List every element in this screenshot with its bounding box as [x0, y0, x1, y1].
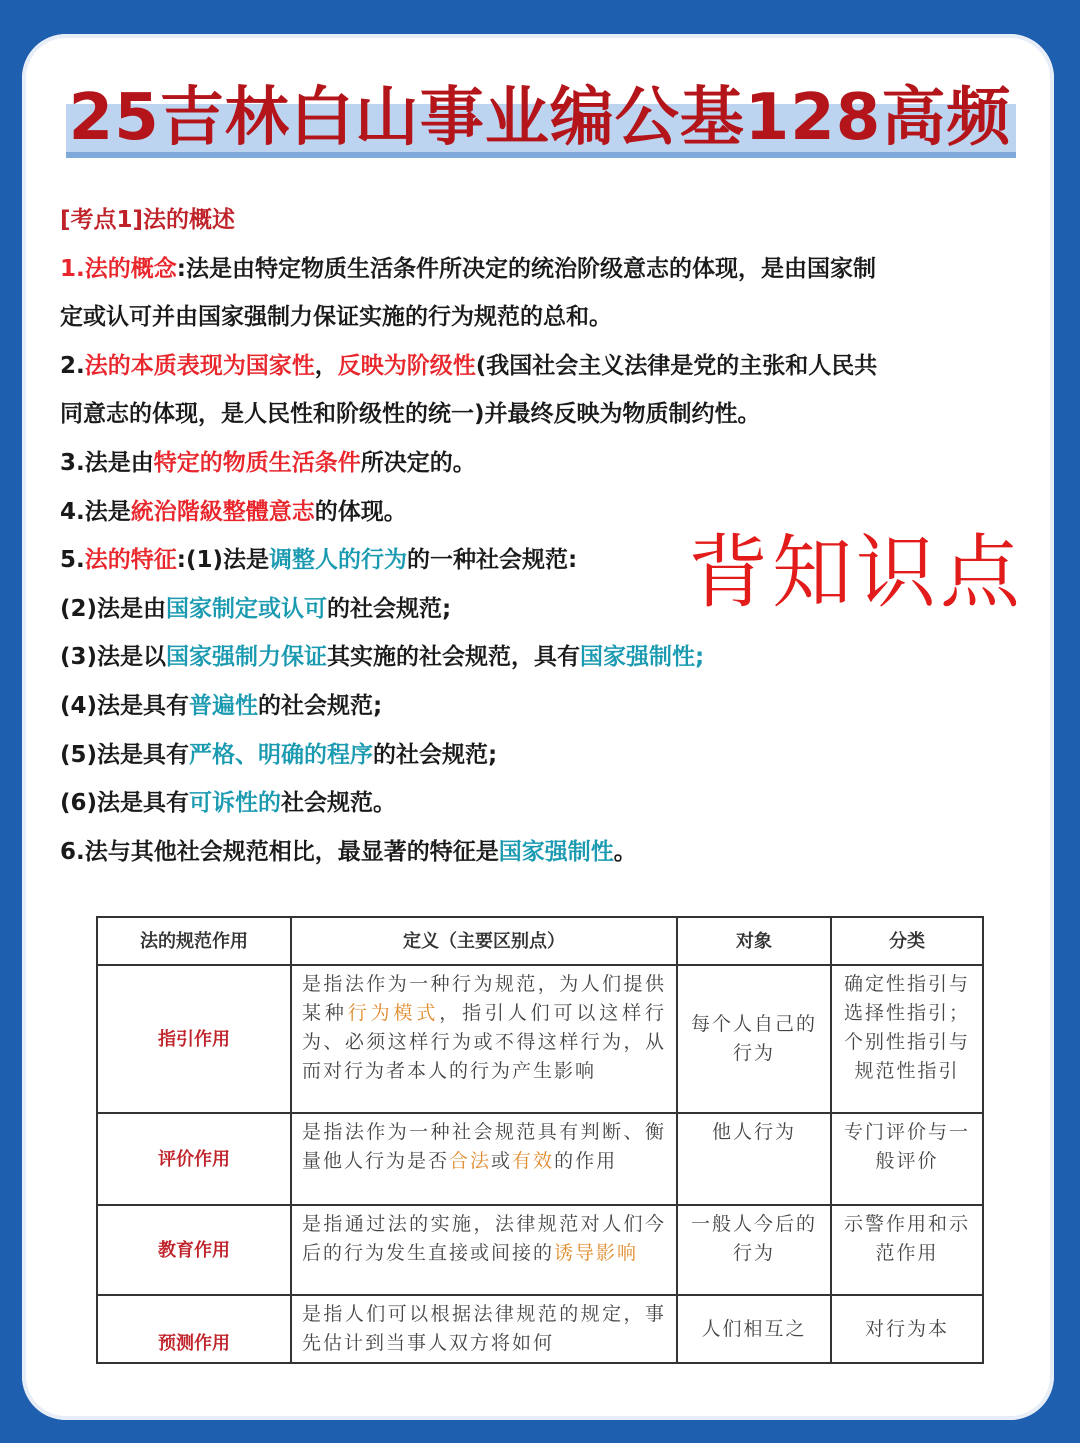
feature-4-text-b: 的社会规范; [258, 692, 383, 719]
header-definition: 定义（主要区别点） [291, 917, 677, 965]
row-definition: 是指人们可以根据法律规范的规定，事先估计到当事人双方将如何 [291, 1295, 677, 1363]
point-5-number: 5. [60, 547, 85, 574]
row-class: 专门评价与一般评价 [831, 1113, 983, 1205]
feature-3-highlight-1: 国家强制力保证 [166, 644, 328, 671]
header-object: 对象 [677, 917, 831, 965]
point-5-label: 法的特征 [84, 547, 177, 574]
point-2-line-2: 同意志的体现，是人民性和阶级性的统一)并最终反映为物质制约性。 [60, 401, 761, 428]
point-3 [60, 439, 1020, 488]
section-heading: [考点1]法的概述 [60, 207, 236, 233]
feature-5-highlight: 严格、明确的程序 [189, 741, 374, 768]
table-row [97, 965, 983, 1113]
row-definition [291, 965, 677, 1113]
header-class: 分类 [831, 917, 983, 965]
feature-3-text-a: (3)法是以 [60, 644, 167, 671]
row-definition [291, 1205, 677, 1295]
feature-2-text-b: 的社会规范; [327, 595, 452, 622]
point-2-line-1 [60, 342, 1020, 391]
point-6-highlight: 国家强制性 [498, 838, 614, 865]
table-row [97, 1113, 983, 1205]
point-3-highlight: 特定的物质生活条件 [153, 449, 361, 476]
row-object: 人们相互之 [677, 1295, 831, 1363]
norm-function-table [96, 916, 984, 1364]
point-1-line-2: 定或认可并由国家强制力保证实施的行为规范的总和。 [60, 304, 612, 331]
point-5-highlight: 调整人的行为 [268, 547, 407, 574]
table-row [97, 1295, 983, 1363]
point-6-text-a: 6.法与其他社会规范相比，最显著的特征是 [60, 838, 499, 865]
point-3-text-a: 3.法是由 [60, 449, 154, 476]
point-2-separator: ， [314, 352, 338, 379]
table-header-row [97, 917, 983, 965]
feature-5-text-b: 的社会规范; [373, 741, 498, 768]
definition-highlight: 合法 [449, 1150, 492, 1172]
point-1-line-1 [60, 245, 1020, 294]
point-2-highlight-1: 法的本质表现为国家性 [84, 352, 315, 379]
table-row [97, 1205, 983, 1295]
feature-3 [60, 633, 1020, 682]
feature-4-text-a: (4)法是具有 [60, 692, 190, 719]
feature-2-text-a: (2)法是由 [60, 595, 167, 622]
row-class: 对行为本 [831, 1295, 983, 1363]
feature-6-text-a: (6)法是具有 [60, 790, 190, 817]
feature-6-text-b: 社会规范。 [281, 790, 397, 817]
point-3-text-b: 所决定的。 [360, 449, 476, 476]
definition-highlight-2: 有效 [512, 1150, 555, 1172]
row-definition [291, 1113, 677, 1205]
feature-2-highlight: 国家制定或认可 [166, 595, 328, 622]
point-6 [60, 828, 1020, 877]
point-1-label: 1.法的概念 [60, 255, 177, 282]
row-name: 预测作用 [97, 1295, 291, 1363]
header-function: 法的规范作用 [97, 917, 291, 965]
point-5-text-a: :(1)法是 [176, 547, 269, 574]
point-4-text-b: 的体现。 [314, 498, 407, 525]
feature-5-text-a: (5)法是具有 [60, 741, 190, 768]
definition-text-a: 是指法作为一种行为规范，为人们提供某种 [302, 973, 666, 1024]
feature-5 [60, 731, 1020, 780]
feature-4-highlight: 普遍性 [189, 692, 259, 719]
point-4-text-a: 4.法是 [60, 498, 131, 525]
row-object: 他人行为 [677, 1113, 831, 1205]
feature-3-highlight-2: 国家强制性; [580, 644, 705, 671]
point-2-number: 2. [60, 352, 85, 379]
definition-highlight: 行为模式 [347, 1002, 440, 1024]
point-1-text: :法是由特定物质生活条件所决定的统治阶级意志的体现，是由国家制 [176, 255, 876, 282]
row-name: 教育作用 [97, 1205, 291, 1295]
row-object: 每个人自己的行为 [677, 965, 831, 1113]
definition-text-a: 是指通过法的实施，法律规范对人们今后的行为发生直接或间接的 [302, 1213, 666, 1264]
row-class: 示警作用和示范作用 [831, 1205, 983, 1295]
row-object: 一般人今后的行为 [677, 1205, 831, 1295]
row-name: 评价作用 [97, 1113, 291, 1205]
row-name: 指引作用 [97, 965, 291, 1113]
point-5-text-b: 的一种社会规范: [406, 547, 578, 574]
feature-4 [60, 682, 1020, 731]
point-4-highlight: 統治階級整體意志 [130, 498, 315, 525]
feature-3-text-b: 其实施的社会规范，具有 [327, 644, 581, 671]
point-6-text-b: 。 [613, 838, 637, 865]
feature-6 [60, 779, 1020, 828]
definition-text-b: ，指引人们可以这样行为、必须这样行为或不得这样行为，从而对行为者本人的行为产生影响 [302, 1002, 666, 1082]
point-2-highlight-2: 反映为阶级性 [337, 352, 476, 379]
definition-text-b: 的作用 [554, 1150, 618, 1172]
row-class: 确定性指引与选择性指引；个别性指引与规范性指引 [831, 965, 983, 1113]
point-2-text: (我国社会主义法律是党的主张和人民共 [475, 352, 878, 379]
definition-text-mid: 或 [491, 1150, 513, 1172]
page-title: 25吉林白山事业编公基128高频 [68, 81, 1012, 155]
memorize-stamp: 背知识点 [688, 526, 1024, 619]
definition-text-a: 是指法作为一种社会规范具有判断、衡量他人行为是否 [302, 1121, 666, 1172]
feature-6-highlight: 可诉性的 [189, 790, 282, 817]
definition-highlight: 诱导影响 [554, 1242, 639, 1264]
